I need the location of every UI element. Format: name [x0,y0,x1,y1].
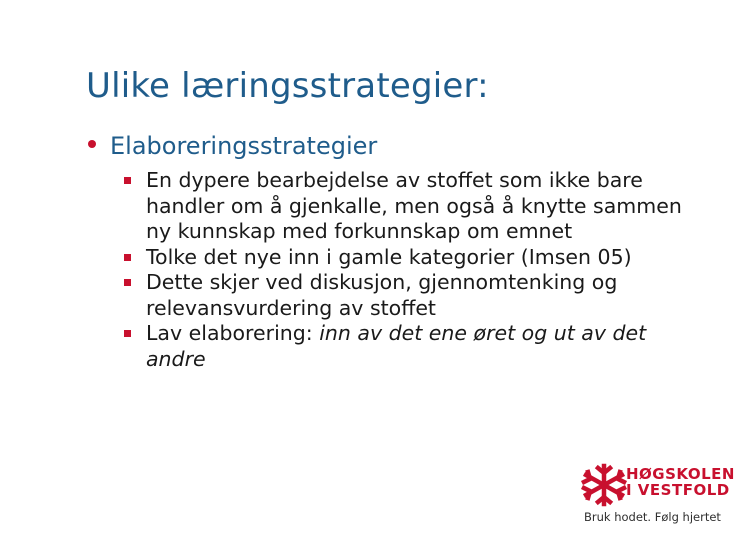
sub-bullet-item [146,321,686,372]
sub-bullet-italic-text: inn av det ene øret og ut av det andre [146,321,647,371]
sub-bullet-text: En dypere bearbejdelse av stoffet som ikke bare handler om å gjenkalle, men også å knytte sammen ny kunnskap med forkunnskap om emnet [146,168,682,243]
sub-bullet-text: Lav elaborering: [146,321,320,345]
sub-bullet-list [146,168,686,372]
college-name-line2: I VESTFOLD [626,481,730,499]
square-bullet-icon [124,279,131,286]
bullet-label: Elaboreringsstrategier [110,132,378,160]
square-bullet-icon [124,330,131,337]
sub-bullet-text: Dette skjer ved diskusjon, gjennomtenking og relevansvurdering av stoffet [146,270,618,320]
square-bullet-icon [124,254,131,261]
college-logo [580,462,735,528]
round-bullet-icon [88,140,96,148]
slide-title: Ulike læringsstrategier: [86,66,489,106]
college-name-line1: HØGSKOLEN [626,465,735,483]
square-bullet-icon [124,177,131,184]
sub-bullet-item [146,245,686,271]
college-name [626,466,735,498]
sub-bullet-text: Tolke det nye inn i gamle kategorier (Imsen 05) [146,244,632,269]
college-slogan: Bruk hodet. Følg hjertet [584,510,721,524]
sub-bullet-item [146,168,686,245]
snowflake-logo-icon [580,462,628,508]
sub-bullet-item [146,270,686,321]
bullet-elaboreringsstrategier [88,132,377,160]
